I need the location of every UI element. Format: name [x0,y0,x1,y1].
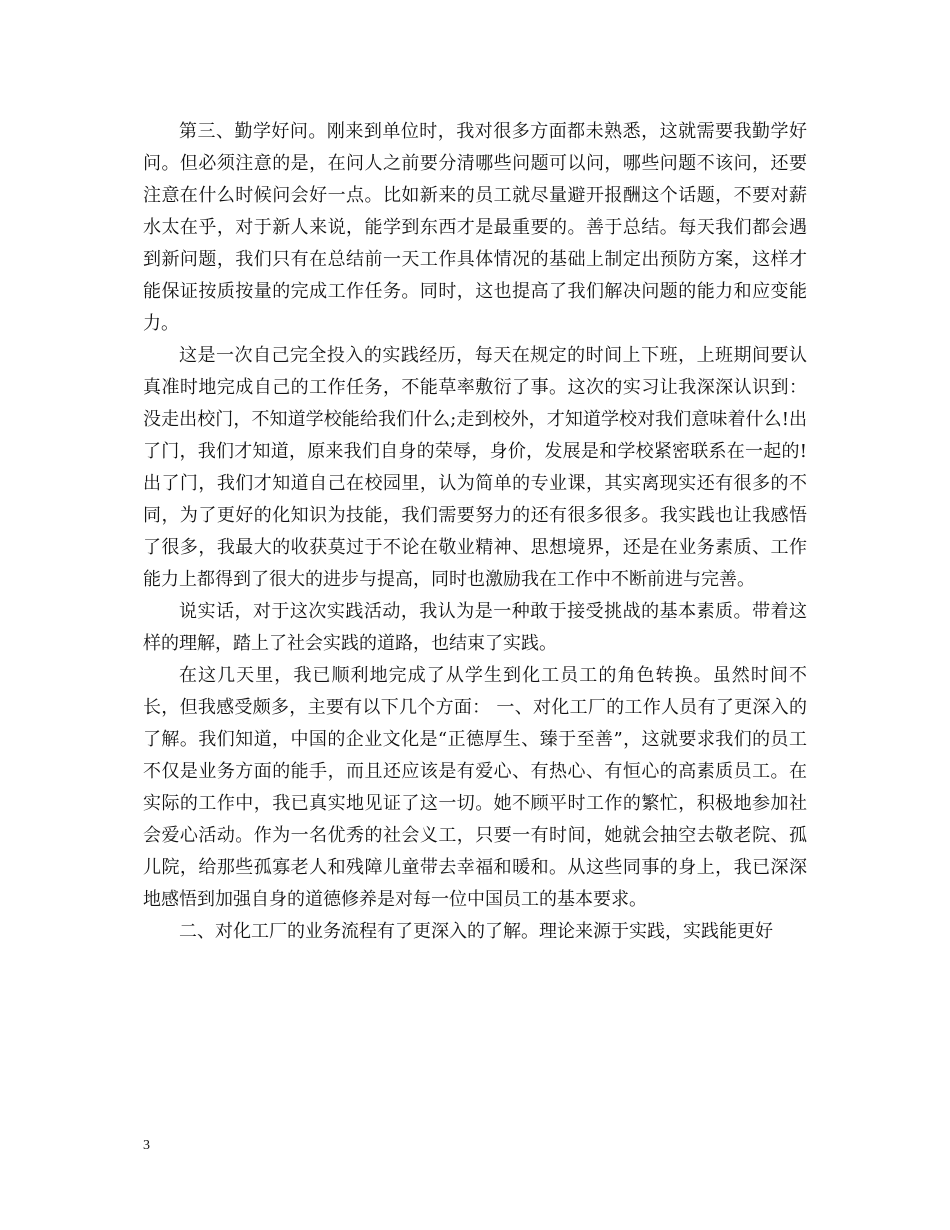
paragraph-role-transition: 在这几天里，我已顺利地完成了从学生到化工员工的角色转换。虽然时间不长，但我感受颇多，主要有以下几个方面： 一、对化工厂的工作人员有了更深入的了解。我们知道，中国的企业文化是“正德厚生、臻于至善”，这就要求我们的员工不仅是业务方面的能手，而且还应该是有爱心、有热心、有恒心的高素质员工。在实际的工作中，我已真实地见证了这一切。她不顾平时工作的繁忙，积极地参加社会爱心活动。作为一名优秀的社会义工，只要一有时间，她就会抽空去敬老院、孤儿院，给那些孤寡老人和残障儿童带去幸福和暖和。从这些同事的身上，我已深深地感悟到加强自身的道德修养是对每一位中国员工的基本要求。 [143,665,807,910]
page-number: 3 [143,1138,150,1153]
paragraph-practice-experience: 这是一次自己完全投入的实践经历，每天在规定的时间上下班，上班期间要认真准时地完成自己的工作任务，不能草率敷衍了事。这次的实习让我深深认识到：没走出校门，不知道学校能给我们什么;走到校外，才知道学校对我们意味着什么!出了门，我们才知道，原来我们自身的荣辱，身价，发展是和学校紧密联系在一起的!出了门，我们才知道自己在校园里，认为简单的专业课，其实离现实还有很多的不同，为了更好的化知识为技能，我们需要努力的还有很多很多。我实践也让我感悟了很多，我最大的收获莫过于不论在敬业精神、思想境界，还是在业务素质、工作能力上都得到了很大的进步与提高，同时也激励我在工作中不断前进与完善。 [143,345,807,590]
paragraph-honest-reflection: 说实话，对于这次实践活动，我认为是一种敢于接受挑战的基本素质。带着这样的理解，踏上了社会实践的道路，也结束了实践。 [143,601,807,654]
paragraph-diligent-inquiry: 第三、勤学好问。刚来到单位时，我对很多方面都未熟悉，这就需要我勤学好问。但必须注意的是，在问人之前要分清哪些问题可以问，哪些问题不该问，还要注意在什么时候问会好一点。比如新来的员工就尽量避开报酬这个话题，不要对薪水太在乎，对于新人来说，能学到东西才是最重要的。善于总结。每天我们都会遇到新问题，我们只有在总结前一天工作具体情况的基础上制定出预防方案，这样才能保证按质按量的完成工作任务。同时，这也提高了我们解决问题的能力和应变能力。 [143,121,807,334]
paragraph-business-process: 二、对化工厂的业务流程有了更深入的了解。理论来源于实践，实践能更好 [179,921,773,942]
body-text [143,116,807,948]
